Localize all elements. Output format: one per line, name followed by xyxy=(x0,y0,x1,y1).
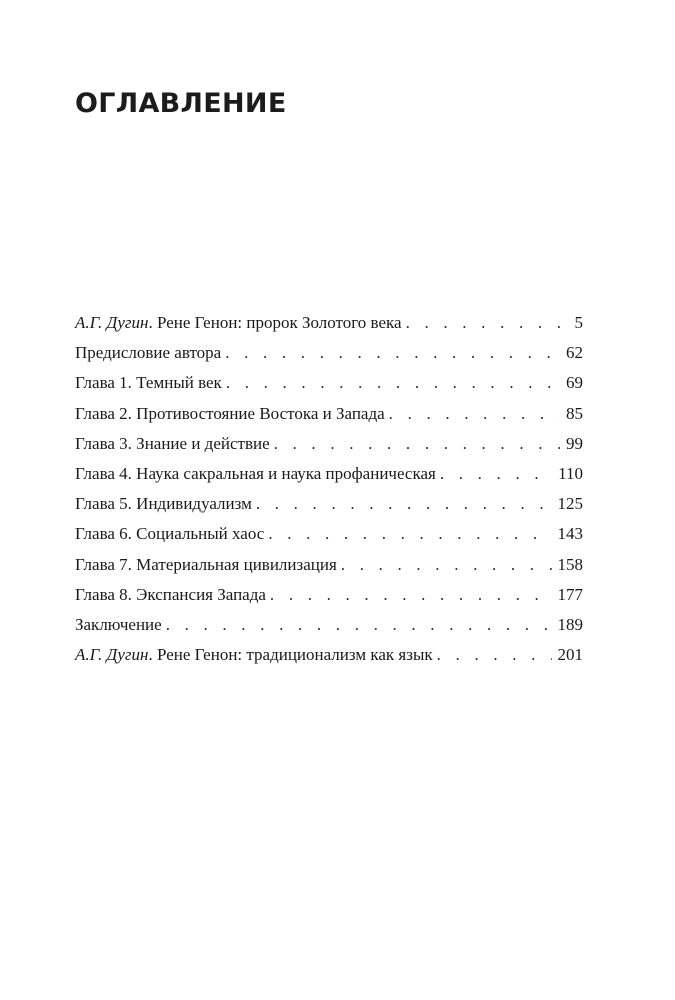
toc-dot-leader xyxy=(270,580,552,610)
toc-entry-text xyxy=(75,308,402,338)
toc-dot-leader xyxy=(226,368,560,398)
toc-entry xyxy=(75,640,583,670)
toc-entry-title: Рене Генон: традиционализм как язык xyxy=(156,645,433,665)
toc-dot-leader xyxy=(274,429,560,459)
toc-entry xyxy=(75,610,583,640)
page-title: ОГЛАВЛЕНИЕ xyxy=(75,88,287,119)
toc-entry-text xyxy=(75,610,162,640)
toc-entry-page: 177 xyxy=(557,584,583,604)
toc-dot-leader xyxy=(389,399,560,429)
toc-entry-page: 143 xyxy=(557,524,583,544)
toc-entry-title: Заключение xyxy=(75,614,162,634)
toc-entry xyxy=(75,399,583,429)
toc-entry-author: А.Г. Дугин xyxy=(75,313,149,332)
toc-entry-text xyxy=(75,399,385,429)
toc-entry xyxy=(75,580,583,610)
toc-entry-page: 62 xyxy=(566,343,583,363)
toc-entry-title: Глава 7. Материальная цивилизация xyxy=(75,554,337,574)
toc-entry-text xyxy=(75,338,221,368)
toc-entry-author: А.Г. Дугин xyxy=(75,645,149,665)
toc-entry-text xyxy=(75,580,266,610)
toc-entry xyxy=(75,519,583,549)
toc-entry-page: 189 xyxy=(557,614,583,634)
toc-entry-page: 201 xyxy=(557,645,583,665)
toc-entry-page: 85 xyxy=(566,403,583,423)
toc-entry-page: 158 xyxy=(557,554,583,574)
toc-entry-separator: . xyxy=(148,313,157,332)
toc-entry-page: 5 xyxy=(574,313,583,332)
toc-entry-title: Глава 2. Противостояние Востока и Запада xyxy=(75,403,385,423)
toc-entry-page: 125 xyxy=(557,494,583,514)
toc-dot-leader xyxy=(225,338,560,368)
toc-entry-text xyxy=(75,489,252,519)
toc-entry xyxy=(75,550,583,580)
toc-dot-leader xyxy=(341,550,552,580)
toc-entry-text xyxy=(75,550,337,580)
toc-entry-text xyxy=(75,368,222,398)
toc-entry xyxy=(75,338,583,368)
toc-entry-text xyxy=(75,429,270,459)
toc-dot-leader xyxy=(406,308,567,338)
toc-dot-leader xyxy=(166,610,552,640)
toc-entry-page: 99 xyxy=(566,433,583,453)
toc-dot-leader xyxy=(437,640,552,670)
toc-entry-page: 69 xyxy=(566,373,583,393)
toc-dot-leader xyxy=(268,519,551,549)
toc-entry-title: Предисловие автора xyxy=(75,343,222,363)
toc-entry-title: Глава 6. Социальный хаос xyxy=(75,524,265,544)
toc-entry-text xyxy=(75,640,433,670)
toc-entry-title: Рене Генон: пророк Золотого века xyxy=(156,313,402,332)
toc-entry-page: 110 xyxy=(558,463,583,483)
toc-entry xyxy=(75,308,583,338)
toc-entry-title: Глава 5. Индивидуализм xyxy=(75,494,252,514)
toc-entry-text xyxy=(75,519,264,549)
toc-entry xyxy=(75,429,583,459)
toc-dot-leader xyxy=(440,459,552,489)
toc-entry xyxy=(75,459,583,489)
toc-dot-leader xyxy=(256,489,552,519)
toc-list xyxy=(75,308,583,670)
toc-entry-title: Глава 1. Темный век xyxy=(75,373,222,393)
toc-entry xyxy=(75,489,583,519)
toc-entry-text xyxy=(75,459,436,489)
toc-entry-title: Глава 8. Экспансия Запада xyxy=(75,584,266,604)
toc-entry-title: Глава 4. Наука сакральная и наука профаническая xyxy=(75,463,436,483)
toc-entry xyxy=(75,368,583,398)
toc-entry-separator: . xyxy=(148,645,157,665)
toc-entry-title: Глава 3. Знание и действие xyxy=(75,433,270,453)
